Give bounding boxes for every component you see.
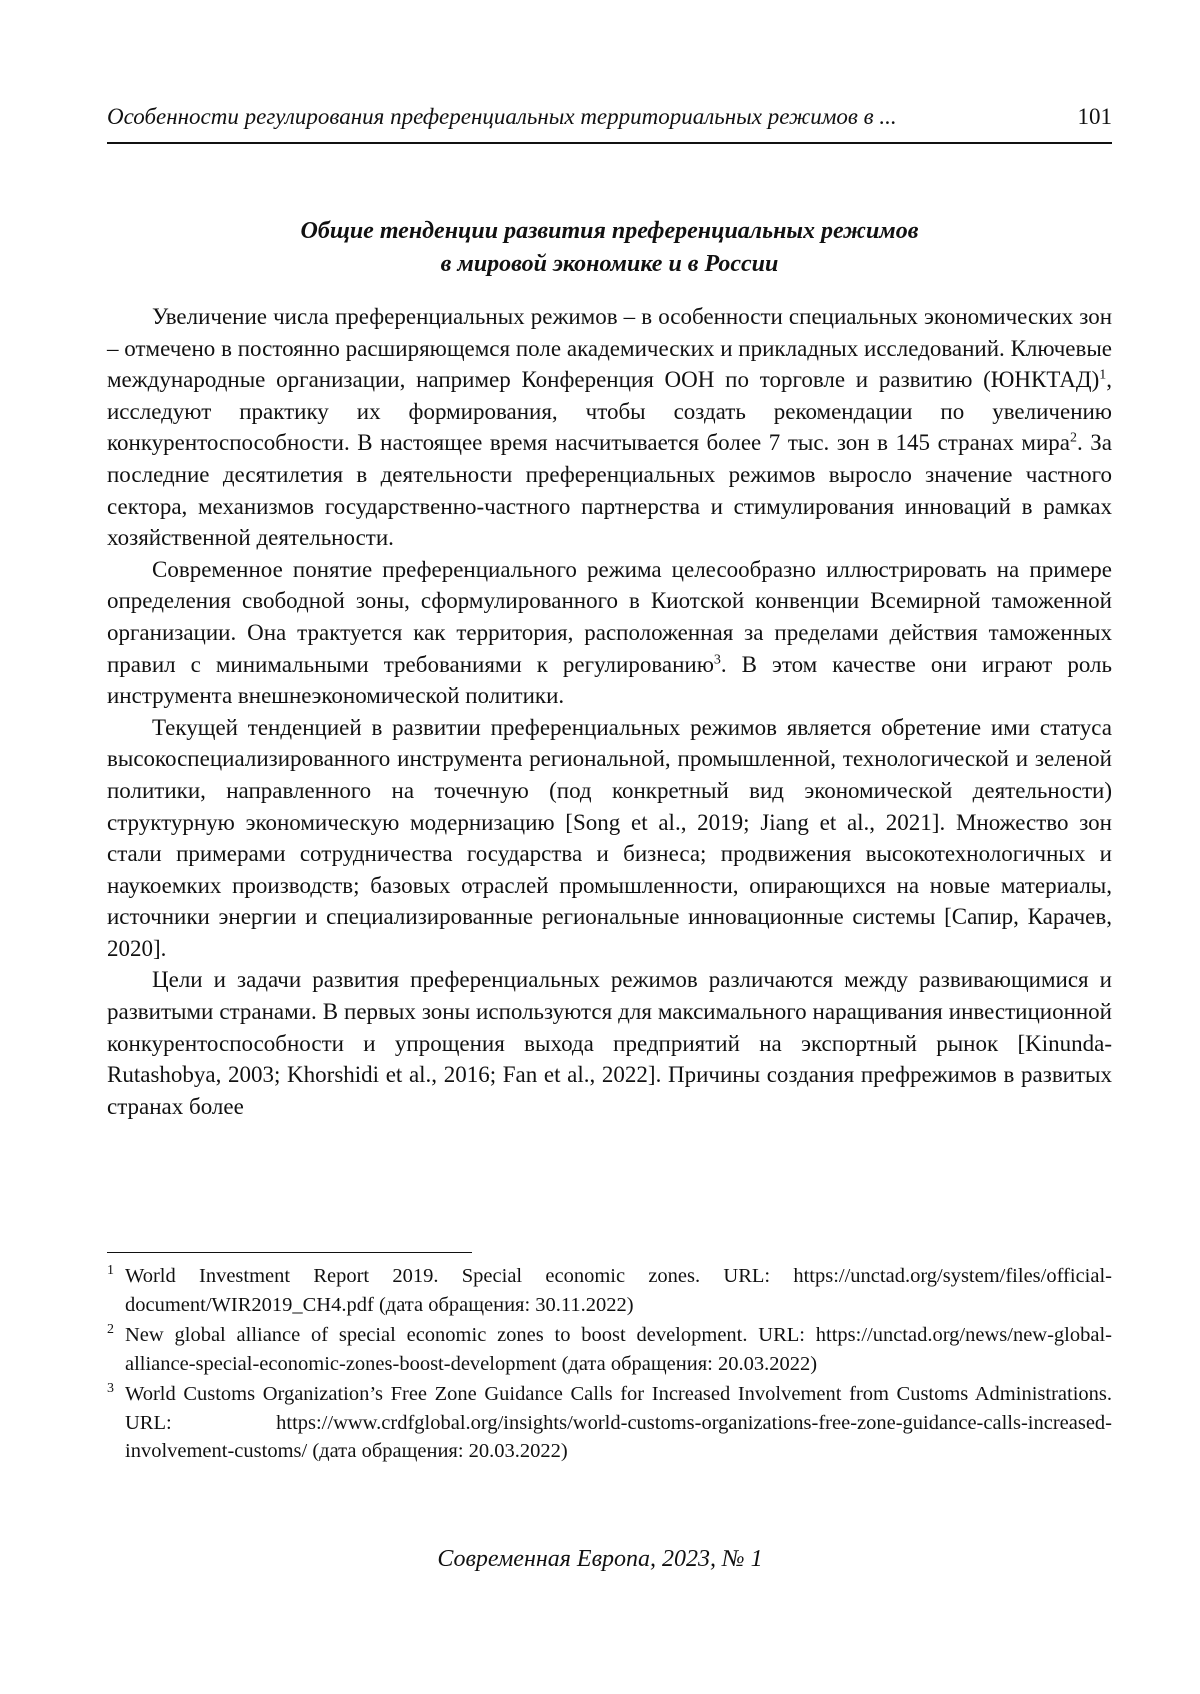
section-title-line-2: в мировой экономике и в России [440,251,779,277]
section-title [107,215,1112,281]
paragraph-1 [107,301,1112,554]
running-title: Особенности регулирования преференциальных территориальных режимов в ... [107,104,897,129]
footnote-ref-3[interactable]: 3 [713,651,721,667]
footnote-1 [107,1262,1112,1319]
footnote-mark: 1 [107,1263,114,1278]
paragraph-text: Увеличение числа преференциальных режимов – в особенности специальных экономических зон – отмечено в постоянно расширяющемся поле академических и прикладных исследований. Ключевые международные организации, например Конференция ООН по торговле и развитию (ЮНКТАД) [107,304,1112,393]
paragraph-3: Текущей тенденцией в развитии преференциальных режимов является обретение ими статуса высокоспециализированного инструмента региональной, промышленной, технологической и зеленой политики, направленного на точечную (под конкретный вид экономической деятельности) структурную экономическую модернизацию [Song et al., 2019; Jiang et al., 2021]. Множество зон стали примерами сотрудничества государства и бизнеса; продвижения высокотехнологичных и наукоемких производств; базовых отраслей промышленности, опирающихся на новые материалы, источники энергии и специализированные региональные инновационные системы [Сапир, Карачев, 2020]. [107,714,1112,961]
footnote-mark: 2 [107,1322,114,1337]
header-divider [107,142,1112,144]
paragraph-text: . В этом качестве они играют роль инструмента внешнеэкономической политики. [107,651,1112,709]
page-number: 101 [1077,104,1112,129]
footnote-text[interactable]: World Investment Report 2019. Special economic zones. URL: https://unctad.org/system/files/official-document/WIR2019_CH4.pdf (дата обращения: 30.11.2022) [125,1265,1112,1316]
paragraph-4: Цели и задачи развития преференциальных режимов различаются между развивающимися и развитыми странами. В первых зоны используются для максимального наращивания инвестиционной конкурентоспособности и упрощения выхода предприятий на экспортный рынок [Kinunda-Rutashobya, 2003; Khorshidi et al., 2016; Fan et al., 2022]. Причины создания префрежимов в развитых странах более [107,967,1112,1119]
footnote-ref-2[interactable]: 2 [1069,430,1077,446]
footnote-3 [107,1380,1112,1466]
section-title-line-1: Общие тенденции развития преференциальных режимов [300,218,919,244]
paragraph-2 [107,554,1112,712]
footnote-text[interactable]: New global alliance of special economic zones to boost development. URL: https://unctad.org/news/new-global-alliance-special-economic-zones-boost-development (дата обращения: 20.03.2022) [125,1324,1112,1375]
footnote-ref-1[interactable]: 1 [1099,367,1107,383]
footnote-text[interactable]: World Customs Organization’s Free Zone Guidance Calls for Increased Involvement from Customs Administrations. URL: https://www.crdfglobal.org/insights/world-customs-organizations-free-zone-guidance-calls-increased-involvement-customs/ (дата обращения: 20.03.2022) [125,1383,1112,1462]
footnote-divider [107,1252,472,1253]
running-header [107,104,1112,130]
journal-footer: Современная Европа, 2023, № 1 [437,1546,763,1572]
paragraph-text: , исследуют практику их формирования, чтобы создать рекомендации по увеличению конкурентоспособности. В настоящее время насчитывается более 7 тыс. зон в 145 странах мира [107,367,1112,456]
footnote-mark: 3 [107,1381,114,1396]
paragraph-text: . За последние десятилетия в деятельности преференциальных режимов выросло значение частного сектора, механизмов государственно-частного партнерства и стимулирования инноваций в рамках хозяйственной деятельности. [107,430,1112,551]
footnote-2 [107,1321,1112,1378]
paragraph-text: Современное понятие преференциального режима целесообразно иллюстрировать на примере определения свободной зоны, сформулированного в Киотской конвенции Всемирной таможенной организации. Она трактуется как территория, расположенная за пределами действия таможенных правил с минимальными требованиями к регулированию [107,556,1112,677]
body-text [107,301,1112,1122]
footnotes [107,1262,1112,1468]
